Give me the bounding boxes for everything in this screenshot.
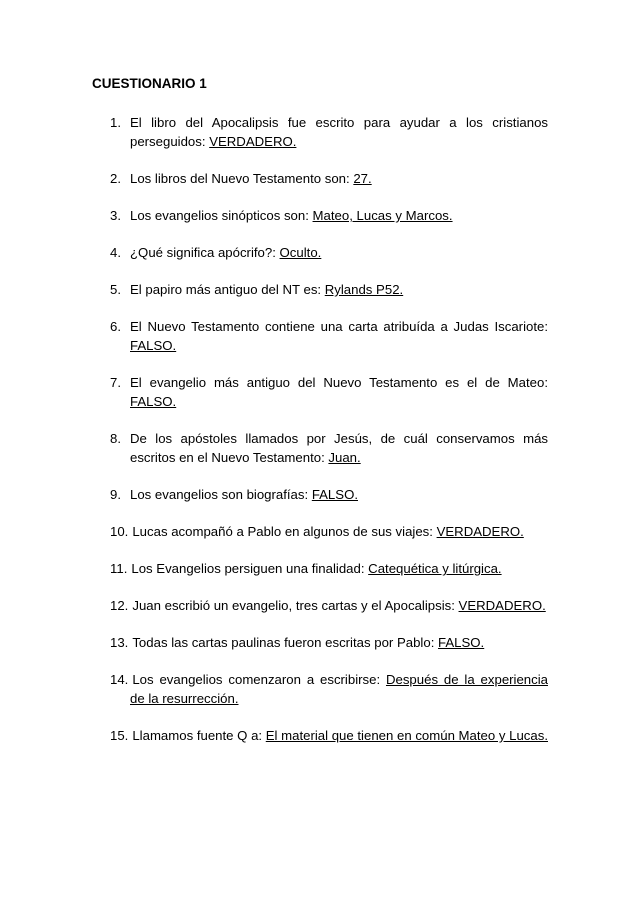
question-item: [110, 726, 548, 745]
question-text: El Nuevo Testamento contiene una carta atribuída a Judas Iscariote:: [130, 319, 548, 334]
answer-text: FALSO.: [130, 338, 177, 353]
answer-text: VERDADERO.: [436, 524, 524, 539]
question-text: El evangelio más antiguo del Nuevo Testamento es el de Mateo:: [130, 375, 548, 390]
question-number: 2.: [110, 171, 121, 186]
question-item: [110, 317, 548, 355]
question-item: [110, 522, 548, 541]
question-text: Los evangelios comenzaron a escribirse:: [132, 672, 386, 687]
question-item: [110, 670, 548, 708]
question-list: [110, 113, 548, 763]
question-number: 11.: [110, 561, 128, 576]
question-text: Los Evangelios persiguen una finalidad:: [131, 561, 369, 576]
answer-text: Rylands P52.: [324, 282, 404, 297]
document-title: CUESTIONARIO 1: [92, 76, 207, 91]
question-item: [110, 206, 548, 225]
question-item: [110, 373, 548, 411]
question-text: Todas las cartas paulinas fueron escritas por Pablo:: [132, 635, 439, 650]
question-text: Los evangelios sinópticos son:: [130, 208, 313, 223]
question-item: [110, 485, 548, 504]
question-number: 8.: [110, 431, 121, 446]
question-text: El papiro más antiguo del NT es:: [130, 282, 325, 297]
question-number: 10.: [110, 524, 129, 539]
question-item: [110, 633, 548, 652]
answer-text: VERDADERO.: [458, 598, 546, 613]
question-number: 13.: [110, 635, 129, 650]
answer-text: 27.: [353, 171, 372, 186]
question-number: 5.: [110, 282, 121, 297]
question-text: Lucas acompañó a Pablo en algunos de sus viajes:: [132, 524, 437, 539]
question-text: De los apóstoles llamados por Jesús, de cuál conservamos más escritos en el Nuevo Testamento:: [130, 431, 548, 465]
question-item: [110, 596, 548, 615]
question-number: 7.: [110, 375, 121, 390]
question-item: [110, 280, 548, 299]
answer-text: FALSO.: [438, 635, 485, 650]
question-item: [110, 113, 548, 151]
question-number: 4.: [110, 245, 121, 260]
question-text: Juan escribió un evangelio, tres cartas y el Apocalipsis:: [132, 598, 459, 613]
answer-text: Mateo, Lucas y Marcos.: [312, 208, 453, 223]
question-number: 12.: [110, 598, 129, 613]
answer-text: VERDADERO.: [209, 134, 297, 149]
question-item: [110, 243, 548, 262]
question-number: 9.: [110, 487, 121, 502]
answer-text: Catequética y litúrgica.: [368, 561, 502, 576]
question-text: Llamamos fuente Q a:: [132, 728, 266, 743]
answer-text: El material que tienen en común Mateo y Lucas.: [265, 728, 548, 743]
answer-text: FALSO.: [311, 487, 358, 502]
question-text: Los evangelios son biografías:: [130, 487, 312, 502]
question-number: 14.: [110, 672, 129, 687]
answer-text: Juan.: [328, 450, 361, 465]
question-number: 6.: [110, 319, 121, 334]
answer-text: Después de la experiencia de la resurrección.: [130, 672, 548, 706]
question-text: Los libros del Nuevo Testamento son:: [130, 171, 354, 186]
question-item: [110, 169, 548, 188]
question-text: ¿Qué significa apócrifo?:: [130, 245, 280, 260]
question-number: 15.: [110, 728, 129, 743]
question-number: 3.: [110, 208, 121, 223]
answer-text: FALSO.: [130, 394, 177, 409]
question-text: El libro del Apocalipsis fue escrito para ayudar a los cristianos perseguidos:: [130, 115, 548, 149]
question-item: [110, 559, 548, 578]
question-item: [110, 429, 548, 467]
question-number: 1.: [110, 115, 121, 130]
answer-text: Oculto.: [279, 245, 322, 260]
